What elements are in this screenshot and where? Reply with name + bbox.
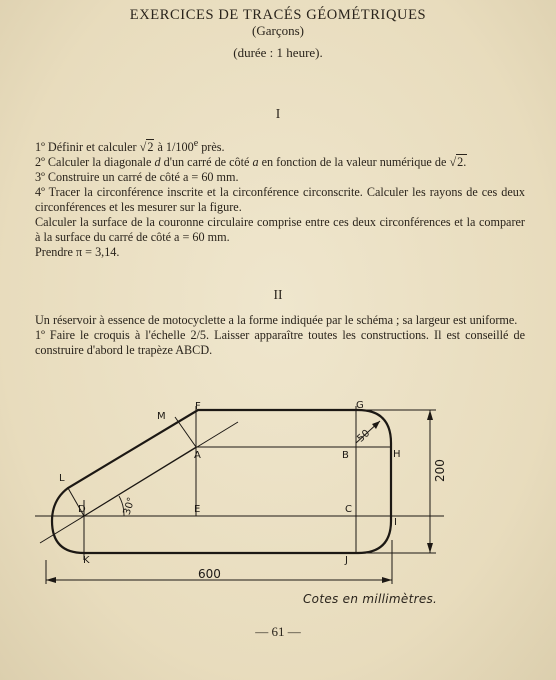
page-number: — 61 — xyxy=(255,624,301,639)
label-I: I xyxy=(394,517,397,528)
question-4: 4º Tracer la circonférence inscrite et la circonférence circonscrite. Calculer les rayons de ces deux circonférences et les mesurer sur la figure. xyxy=(35,185,525,215)
arrow-height-top xyxy=(427,410,433,420)
label-L: L xyxy=(59,473,65,484)
arrow-height-bottom xyxy=(427,543,433,553)
arrow-width-right xyxy=(382,577,392,583)
label-angle: 30° xyxy=(121,496,138,517)
exam-duration: (durée : 1 heure). xyxy=(233,45,323,60)
question-4-continued: Calculer la surface de la couronne circulaire comprise entre ces deux circonférences et la comparer à la surface du carré de côté a = 60 mm. xyxy=(35,215,525,245)
label-B: B xyxy=(342,450,349,461)
line-A-M xyxy=(175,417,196,447)
page-title: EXERCICES DE TRACÉS GÉOMÉTRIQUES xyxy=(129,7,427,23)
label-K: K xyxy=(83,555,90,566)
section-2-question-1: 1º Faire le croquis à l'échelle 2/5. Laisser apparaître toutes les constructions. Il est conseillé de construire d'abord le trapèze ABCD. xyxy=(35,328,525,357)
label-H: H xyxy=(393,449,401,460)
diagonal-line xyxy=(40,422,238,543)
arrow-width-left xyxy=(46,577,56,583)
label-C: C xyxy=(345,504,352,515)
label-F: F xyxy=(195,401,201,412)
section-2-intro: Un réservoir à essence de motocyclette a la forme indiquée par le schéma ; sa largeur est uniforme. xyxy=(35,313,518,327)
label-radius: 50 xyxy=(355,427,373,445)
label-G: G xyxy=(356,400,364,411)
label-width-600: 600 xyxy=(198,567,221,581)
label-D: D xyxy=(78,504,86,515)
page-subtitle: (Garçons) xyxy=(252,23,304,38)
label-M: M xyxy=(157,411,166,422)
question-3: 3º Construire un carré de côté a = 60 mm. xyxy=(35,170,239,185)
label-J: J xyxy=(345,555,348,566)
label-height-200: 200 xyxy=(433,459,447,482)
question-4-pi: Prendre π = 3,14. xyxy=(35,245,120,260)
tank-outline xyxy=(52,410,391,553)
question-1: 1º Définir et calculer √2 à 1/100e près. xyxy=(35,138,225,155)
dimensions-note: Cotes en millimètres. xyxy=(303,592,438,606)
question-2: 2º Calculer la diagonale d d'un carré de côté a en fonction de la valeur numérique de √2. xyxy=(35,155,467,170)
section-2-heading: II xyxy=(273,287,283,302)
section-1-heading: I xyxy=(275,106,281,121)
label-E: E xyxy=(194,504,201,515)
label-A: A xyxy=(194,450,201,461)
